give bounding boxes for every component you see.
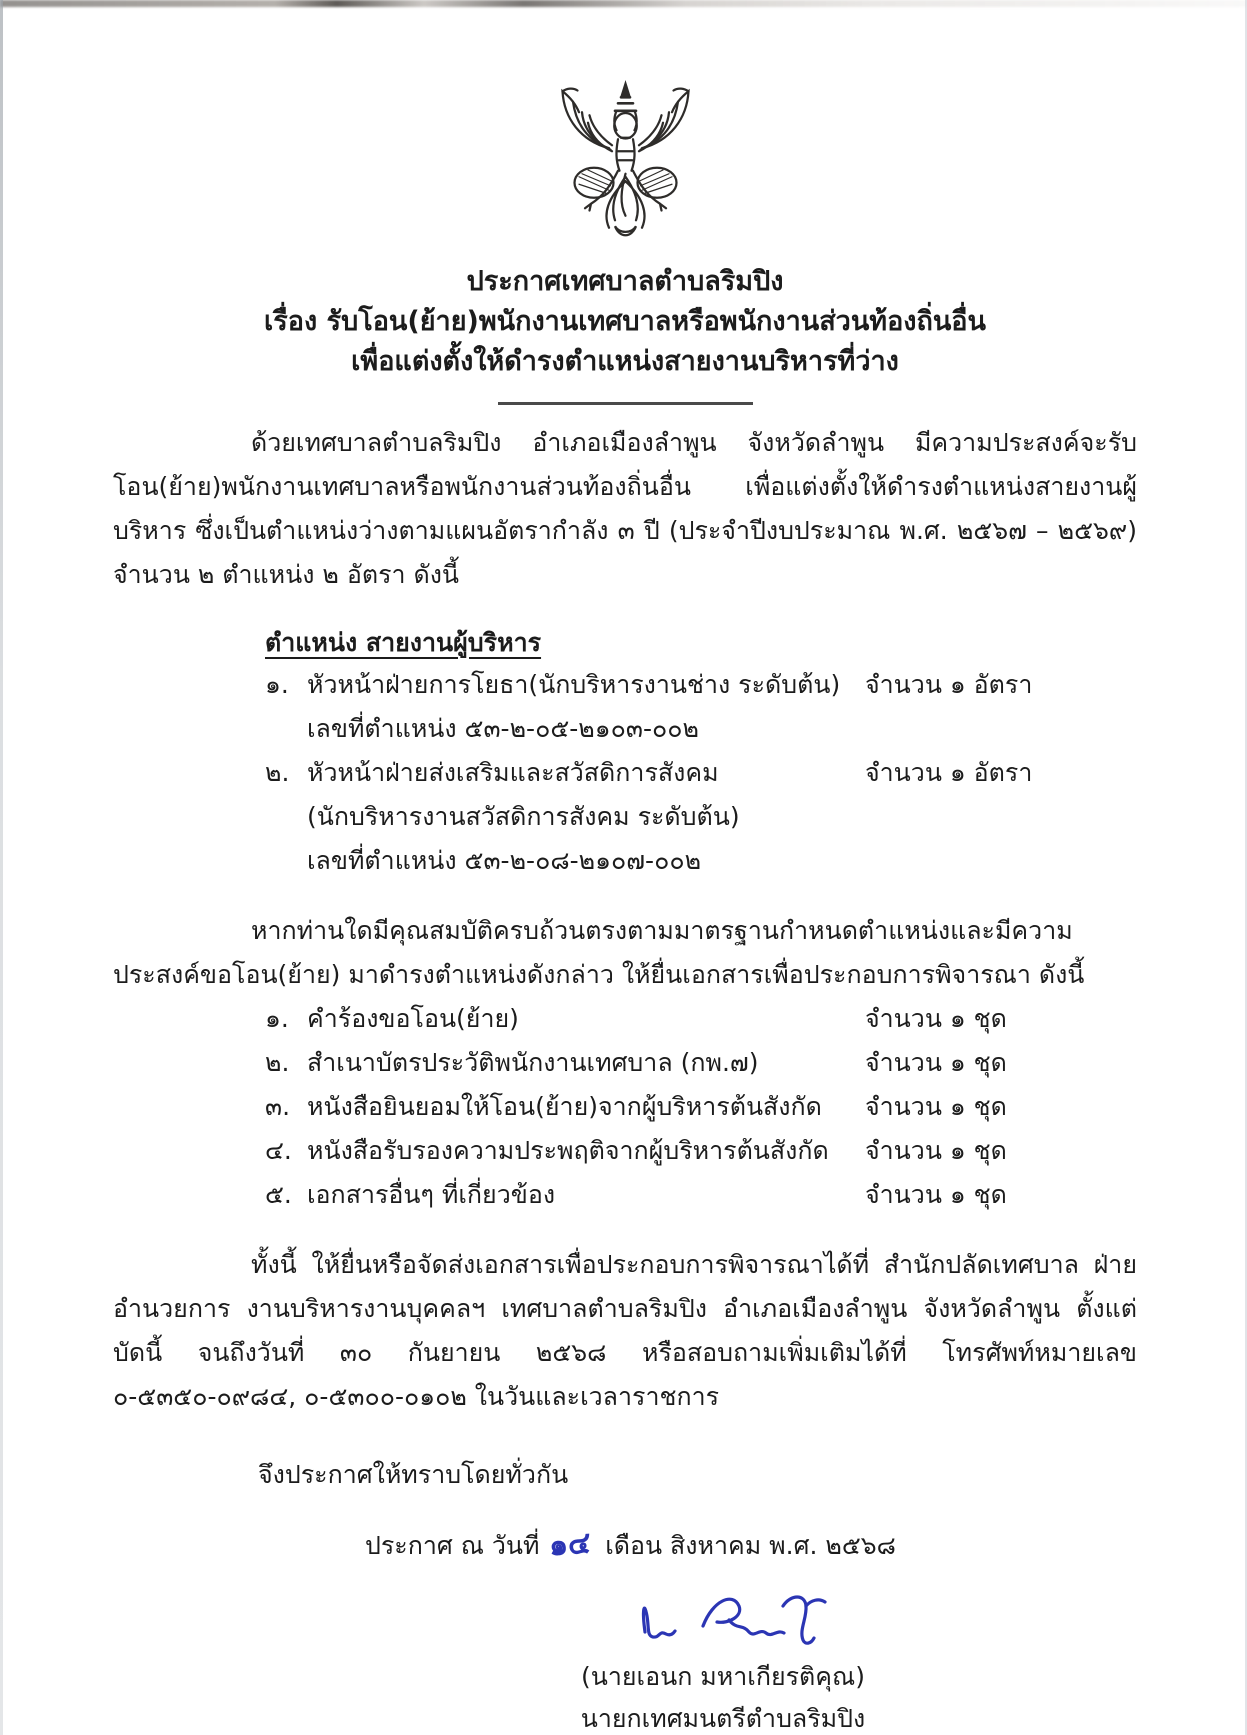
handwritten-day: ๑๔ <box>548 1525 593 1564</box>
document-row <box>265 1085 1137 1129</box>
document-count: จำนวน ๑ ชุด <box>865 1180 1007 1209</box>
documents-list <box>113 997 1137 1217</box>
document-label: หนังสือยินยอมให้โอน(ย้าย)จากผู้บริหารต้นสังกัด <box>307 1092 822 1121</box>
date-suffix: เดือน สิงหาคม พ.ศ. ๒๕๖๘ <box>605 1531 896 1560</box>
position-number: ๑. <box>265 670 289 699</box>
document-row <box>265 1041 1137 1085</box>
announce-line: จึงประกาศให้ทราบโดยทั่วกัน <box>258 1460 569 1489</box>
subject-line-2: เพื่อแต่งตั้งให้ดำรงตำแหน่งสายงานบริหารที่ว่าง <box>351 346 899 377</box>
document-label: สำเนาบัตรประวัติพนักงานเทศบาล (กพ.๗) <box>307 1048 759 1077</box>
position-item <box>113 663 1137 751</box>
position-row <box>265 663 1137 707</box>
page-title: ประกาศเทศบาลตำบลริมปิง <box>466 266 784 297</box>
document-number: ๕. <box>265 1180 292 1209</box>
position-count: จำนวน ๑ อัตรา <box>865 758 1033 787</box>
requirements-paragraph: หากท่านใดมีคุณสมบัติครบถ้วนตรงตามมาตรฐานกำหนดตำแหน่งและมีความประสงค์ขอโอน(ย้าย) มาดำรงตำแหน่งดังกล่าว ให้ยื่นเอกสารเพื่อประกอบการพิจารณา ดังนี้ <box>113 916 1085 989</box>
handwritten-signature <box>543 1578 903 1656</box>
signer-name: (นายเอนก มหาเกียรติคุณ) <box>581 1662 865 1691</box>
position-item <box>113 751 1137 883</box>
position-title: หัวหน้าฝ่ายการโยธา(นักบริหารงานช่าง ระดับต้น) <box>307 670 841 699</box>
document-count: จำนวน ๑ ชุด <box>865 1136 1007 1165</box>
document-count: จำนวน ๑ ชุด <box>865 1092 1007 1121</box>
document-label: คำร้องขอโอน(ย้าย) <box>307 1004 519 1033</box>
garuda-emblem <box>113 78 1137 256</box>
scan-artifact-top <box>0 0 1247 7</box>
document-count: จำนวน ๑ ชุด <box>865 1004 1007 1033</box>
position-code: เลขที่ตำแหน่ง ๕๓-๒-๐๘-๒๑๐๗-๐๐๒ <box>307 846 702 875</box>
date-prefix: ประกาศ ณ วันที่ <box>365 1531 540 1560</box>
document-label: หนังสือรับรองความประพฤติจากผู้บริหารต้นสังกัด <box>307 1136 829 1165</box>
document-number: ๔. <box>265 1136 292 1165</box>
document-number: ๑. <box>265 1004 289 1033</box>
intro-paragraph: ด้วยเทศบาลตำบลริมปิง อำเภอเมืองลำพูน จังหวัดลำพูน มีความประสงค์จะรับโอน(ย้าย)พนักงานเทศบาลหรือพนักงานส่วนท้องถิ่นอื่น เพื่อแต่งตั้งให้ดำรงตำแหน่งสายงานผู้บริหาร ซึ่งเป็นตำแหน่งว่างตามแผนอัตรากำลัง ๓ ปี (ประจำปีงบประมาณ พ.ศ. ๒๕๖๗ – ๒๕๖๙) จำนวน ๒ ตำแหน่ง ๒ อัตรา ดังนี้ <box>113 428 1137 589</box>
submission-paragraph: ทั้งนี้ ให้ยื่นหรือจัดส่งเอกสารเพื่อประกอบการพิจารณาได้ที่ สำนักปลัดเทศบาล ฝ่ายอำนวยการ งานบริหารงานบุคคลฯ เทศบาลตำบลริมปิง อำเภอเมืองลำพูน จังหวัดลำพูน ตั้งแต่บัดนี้ จนถึงวันที่ ๓๐ กันยายน ๒๕๖๘ หรือสอบถามเพิ่มเติมได้ที่ โทรศัพท์หมายเลข ๐-๕๓๕๐-๐๙๘๔, ๐-๕๓๐๐-๐๑๐๒ ในวันและเวลาราชการ <box>113 1250 1137 1411</box>
document-row <box>265 1173 1137 1217</box>
position-count: จำนวน ๑ อัตรา <box>865 670 1033 699</box>
scan-artifact-left <box>0 0 3 1735</box>
subject-line-1: เรื่อง รับโอน(ย้าย)พนักงานเทศบาลหรือพนักงานส่วนท้องถิ่นอื่น <box>264 306 986 337</box>
document-body <box>113 78 1137 1735</box>
announcement-date-line <box>365 1523 1137 1568</box>
signer-title: นายกเทศมนตรีตำบลริมปิง <box>580 1704 866 1733</box>
document-label: เอกสารอื่นๆ ที่เกี่ยวข้อง <box>307 1180 556 1209</box>
signature-block <box>543 1578 903 1735</box>
positions-section-header: ตำแหน่ง สายงานผู้บริหาร <box>265 628 542 657</box>
title-separator <box>498 402 753 405</box>
document-count: จำนวน ๑ ชุด <box>865 1048 1007 1077</box>
position-row <box>265 751 1137 795</box>
document-row <box>265 1129 1137 1173</box>
title-block <box>113 262 1137 405</box>
document-row <box>265 997 1137 1041</box>
position-number: ๒. <box>265 758 290 787</box>
document-number: ๓. <box>265 1092 291 1121</box>
position-subtitle: (นักบริหารงานสวัสดิการสังคม ระดับต้น) <box>307 802 740 831</box>
position-code: เลขที่ตำแหน่ง ๕๓-๒-๐๕-๒๑๐๓-๐๐๒ <box>307 714 699 743</box>
document-number: ๒. <box>265 1048 290 1077</box>
position-title: หัวหน้าฝ่ายส่งเสริมและสวัสดิการสังคม <box>307 758 719 787</box>
